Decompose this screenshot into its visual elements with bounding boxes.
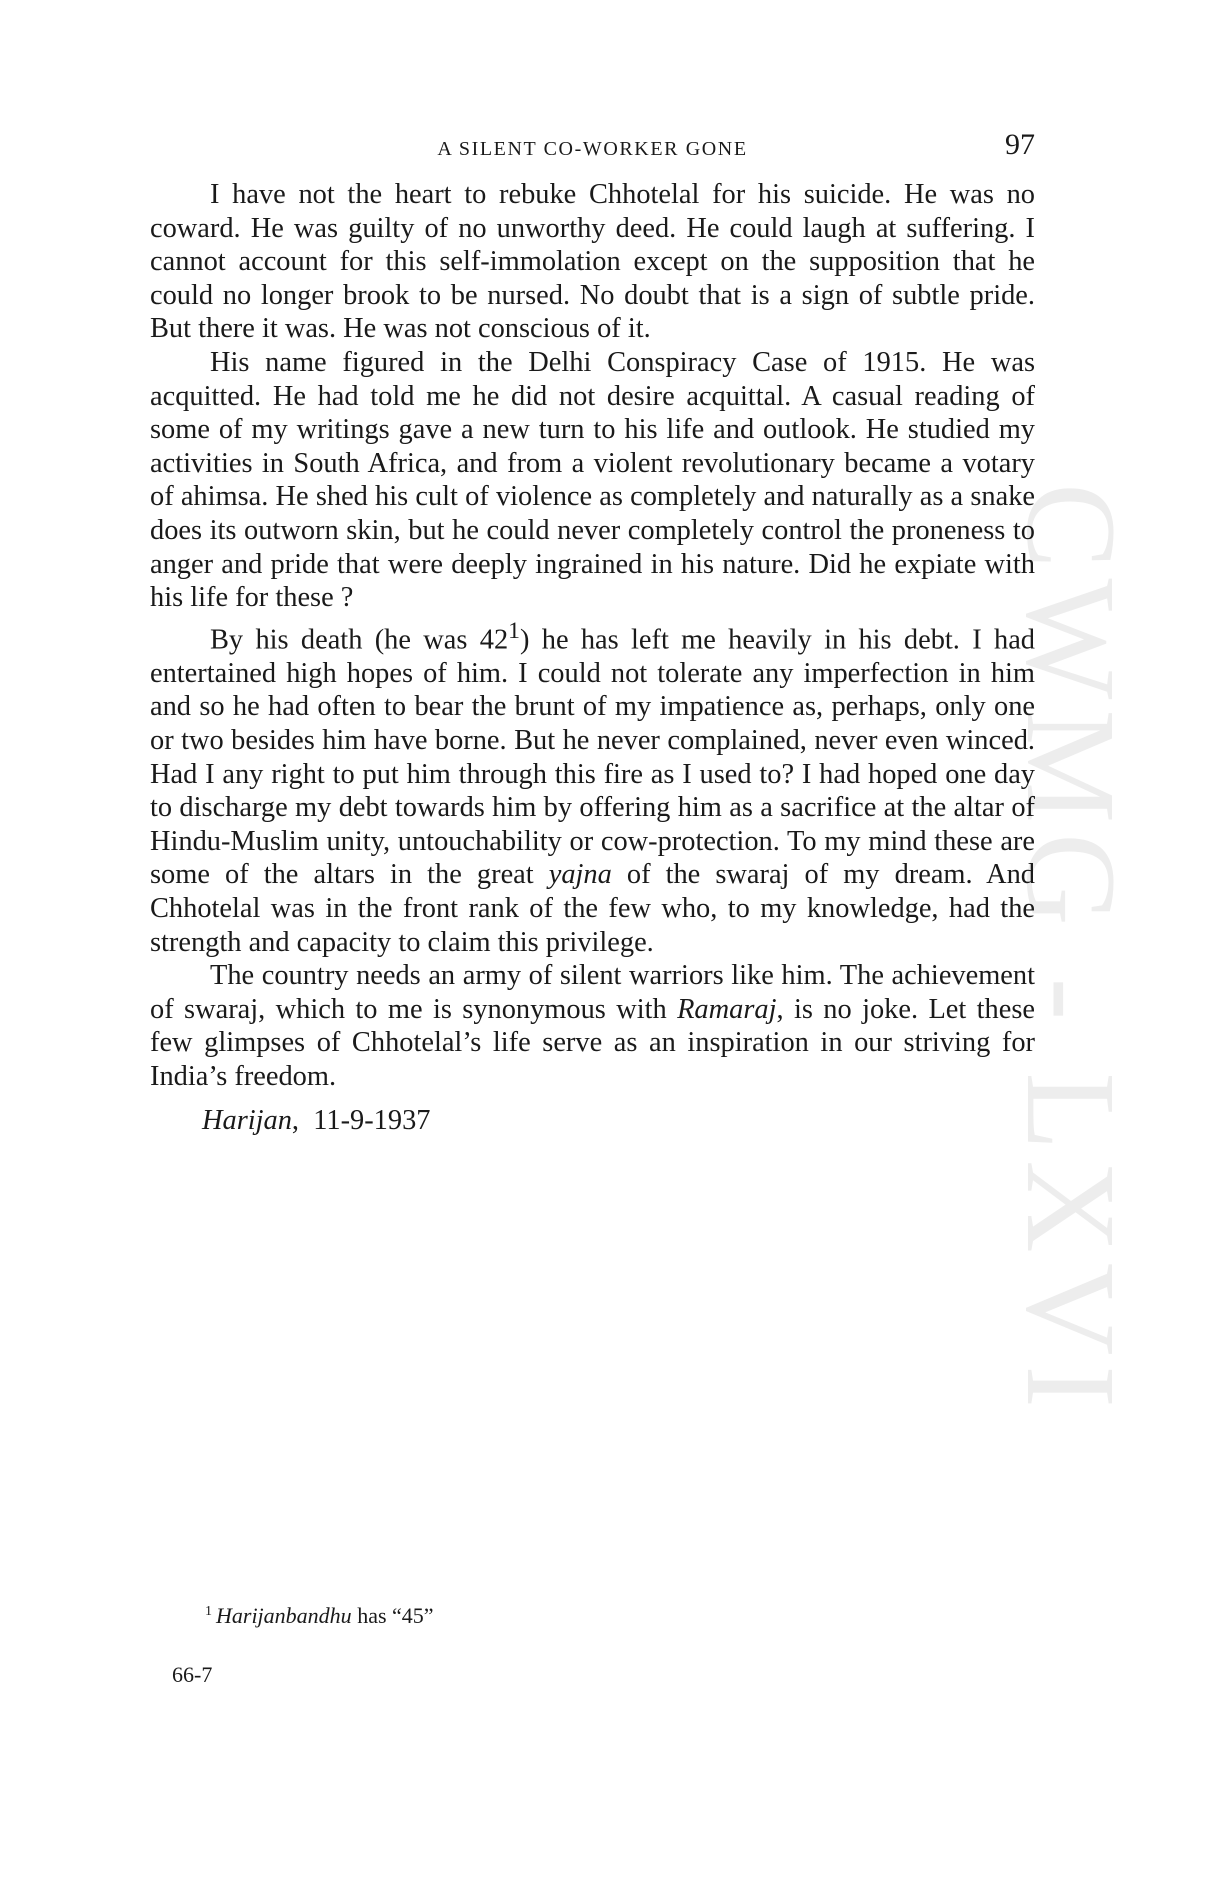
paragraph-1: I have not the heart to rebuke Chhotelal for his suicide. He was no coward. He was guilty of no unworthy deed. He could laugh at suffering. I cannot account for this self-immolation except on the supposition that he could no longer brook to be nursed. No doubt that is a sign of subtle pride. But there it was. He was not conscious of it. (150, 179, 1035, 345)
paragraph-3-start: By his death (he was (210, 624, 480, 656)
footnote-mark: 1 (205, 1603, 212, 1619)
paragraph-2: His name figured in the Delhi Conspiracy Case of 1915. He was acquitted. He had told me he did not desire acquittal. A casual reading of some of my writings gave a new turn to his life and outlook. He studied my activities in South Africa, and from a violent revolutionary became a votary of ahimsa. He shed his cult of violence as completely and naturally as a snake does its outworn skin, but he could never completely control the proneness to anger and pride that were deeply ingrained in his nature. Did he expiate with his life for these ? (150, 346, 1035, 614)
printer-signature: 66-7 (172, 1662, 213, 1687)
footnote-reference: 1 (508, 617, 520, 644)
footnote-publication: Harijanbandhu (216, 1603, 352, 1628)
source-comma: , (291, 1104, 300, 1136)
paragraph-3 (150, 615, 1035, 959)
source-publication: Harijan (202, 1104, 292, 1136)
ramaraj-term: Ramaraj (677, 993, 777, 1025)
yajna-term: yajna (548, 859, 612, 891)
paragraph-4-start: The country needs an army of silent warriors like him. The achievement of swaraj, which to me is synonymous with (150, 960, 1035, 1025)
footnote-text: has “45” (351, 1603, 434, 1628)
running-head-title: A SILENT CO-WORKER GONE (437, 138, 748, 160)
age-value: 42 (479, 624, 509, 656)
watermark-text: CWMG - LXVI (999, 482, 1142, 1418)
running-head (150, 128, 1035, 172)
source-date: 11-9-1937 (313, 1104, 431, 1136)
paragraph-4-end: , is no joke. Let these few glimpses of Chhotelal’s life serve as an inspiration in our striving for India’s freedom. (150, 993, 1035, 1092)
paragraph-3-middle: ) he has left me heavily in his debt. I had entertained high hopes of him. I could not tolerate any imperfection in him and so he had often to bear the brunt of my impatience as, perhaps, only one or two besides him have borne. But he never complained, never even winced. Had I any right to put him through this fire as I used to? I had hoped one day to discharge my debt towards him by offering him as a sacrifice at the altar of Hindu-Muslim unity, untouchability or cow-protection. To my mind these are some of the altars in the great (150, 624, 1035, 891)
page-number: 97 (1005, 128, 1035, 161)
footnote (205, 1603, 434, 1629)
paragraph-3-end: of the swaraj of my dream. And Chhotelal was in the front rank of the few who, to my knowledge, had the strength and capacity to claim this privilege. (150, 859, 1036, 958)
article-body (150, 178, 1035, 1137)
source-line (150, 1104, 1035, 1138)
paragraph-4 (150, 959, 1035, 1093)
